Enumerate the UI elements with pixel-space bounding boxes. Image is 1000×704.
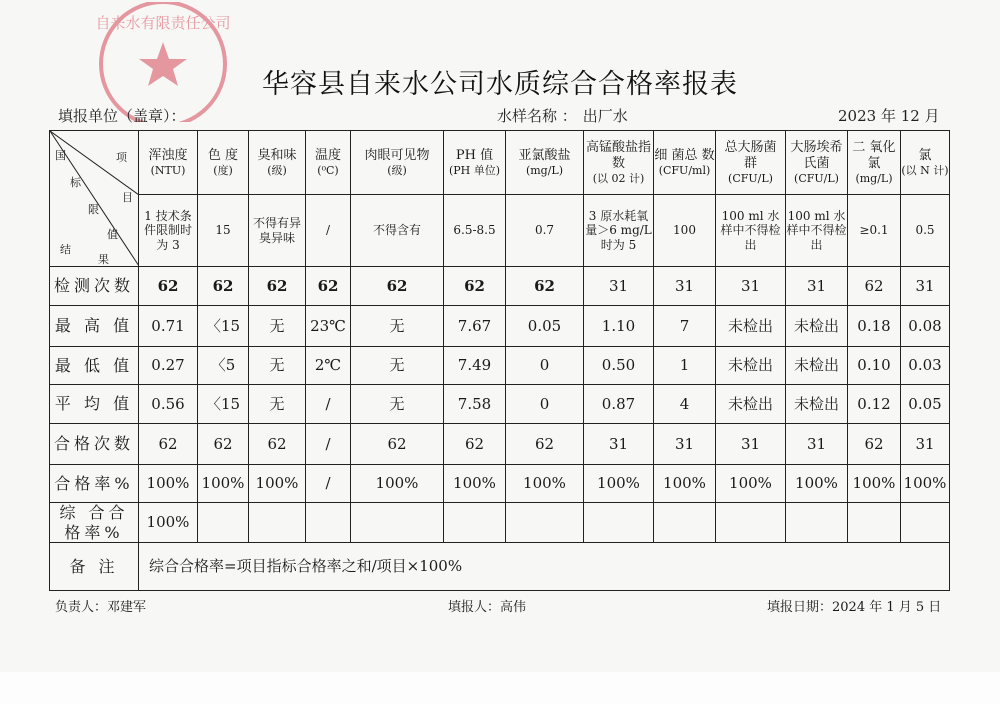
- data-cell: /: [306, 385, 351, 424]
- data-cell: 100%: [351, 465, 444, 503]
- data-cell: 100%: [901, 465, 950, 503]
- data-cell: 无: [351, 306, 444, 347]
- data-cell: 未检出: [786, 385, 848, 424]
- standard-limit-cell: 3 原水耗氧量＞6 mg/L 时为 5: [584, 195, 654, 267]
- standard-limit-cell: 15: [198, 195, 249, 267]
- empty-cell: [506, 503, 584, 543]
- column-header-name: 臭和味: [257, 148, 297, 164]
- data-cell: 100%: [786, 465, 848, 503]
- column-header-name: 氯: [918, 148, 932, 164]
- sample-name: [497, 105, 628, 126]
- column-header-name: 亚氯酸盐: [518, 148, 571, 164]
- empty-cell: [584, 503, 654, 543]
- data-cell: 62: [139, 267, 198, 306]
- row-label: 合格次数: [50, 424, 139, 465]
- data-cell: 62: [351, 424, 444, 465]
- corner-result-char: 果: [98, 253, 109, 266]
- data-cell: 7.49: [444, 347, 506, 385]
- data-cell: 1.10: [584, 306, 654, 347]
- data-cell: 0: [506, 347, 584, 385]
- data-cell: 0.10: [848, 347, 901, 385]
- responsible-person: 负责人：邓建军: [55, 600, 147, 615]
- data-cell: 未检出: [786, 347, 848, 385]
- standard-limit-cell: ≥0.1: [848, 195, 901, 267]
- data-cell: 100%: [848, 465, 901, 503]
- data-cell: 100%: [198, 465, 249, 503]
- data-cell: 62: [249, 267, 306, 306]
- standard-limit-cell: 0.5: [901, 195, 950, 267]
- data-cell: 100%: [716, 465, 786, 503]
- empty-cell: [249, 503, 306, 543]
- page-bottom-margin: [0, 672, 1000, 704]
- column-header: [716, 131, 786, 195]
- column-header-unit: (mg/L): [855, 171, 893, 185]
- water-quality-table: [49, 130, 950, 591]
- data-cell: 62: [444, 424, 506, 465]
- standard-limit-row: [50, 195, 950, 267]
- data-cell: 100%: [654, 465, 716, 503]
- data-cell: /: [306, 465, 351, 503]
- column-header-unit: (以 N 计): [901, 163, 949, 177]
- column-header-name: 温度: [314, 148, 341, 164]
- column-header-name: 大肠埃希氏菌: [790, 140, 843, 172]
- data-cell: 62: [506, 424, 584, 465]
- column-header: [654, 131, 716, 195]
- filler-person: 填报人：高伟: [448, 600, 527, 615]
- standard-limit-cell: 0.7: [506, 195, 584, 267]
- data-cell: 未检出: [716, 385, 786, 424]
- column-header-unit: (⁰C): [317, 163, 339, 177]
- data-cell: 0.87: [584, 385, 654, 424]
- column-header-unit: (NTU): [150, 163, 186, 177]
- data-row: [50, 306, 950, 347]
- column-header-name: 细 菌总 数: [654, 148, 715, 164]
- corner-item-char: 项: [116, 151, 127, 164]
- corner-indicator-char: 标: [70, 176, 81, 189]
- data-row: [50, 465, 950, 503]
- data-cell: 未检出: [716, 347, 786, 385]
- standard-limit-cell: 100: [654, 195, 716, 267]
- remark-row: [50, 543, 950, 591]
- column-header-name: 肉眼可见物: [364, 148, 430, 164]
- column-header: [901, 131, 950, 195]
- corner-header: [50, 131, 139, 267]
- data-cell: 无: [249, 347, 306, 385]
- data-cell: 100%: [506, 465, 584, 503]
- corner-indicator-char: 国: [55, 149, 66, 162]
- column-header-unit: (mg/L): [525, 163, 564, 177]
- data-cell: 1: [654, 347, 716, 385]
- column-header-unit: (级): [267, 163, 287, 177]
- row-label: 合格率%: [50, 465, 139, 503]
- data-row: [50, 267, 950, 306]
- sample-name-value: 出厂水: [582, 107, 628, 125]
- column-header-name: PH 值: [455, 148, 494, 164]
- column-header-unit: (CFU/ml): [658, 163, 711, 177]
- empty-cell: [306, 503, 351, 543]
- data-cell: 0.50: [584, 347, 654, 385]
- standard-limit-cell: 不得含有: [351, 195, 444, 267]
- column-header-unit: (度): [213, 163, 233, 177]
- data-cell: 0: [506, 385, 584, 424]
- data-cell: 0.08: [901, 306, 950, 347]
- data-cell: 100%: [584, 465, 654, 503]
- data-cell: 23℃: [306, 306, 351, 347]
- data-cell: 31: [786, 267, 848, 306]
- standard-limit-cell: 6.5-8.5: [444, 195, 506, 267]
- corner-indicator-char: 限: [88, 203, 99, 216]
- empty-cell: [901, 503, 950, 543]
- reporting-unit-label: 填报单位（盖章）：: [58, 107, 186, 125]
- data-cell: 0.56: [139, 385, 198, 424]
- data-cell: 0.18: [848, 306, 901, 347]
- data-row: [50, 424, 950, 465]
- column-header: [198, 131, 249, 195]
- row-label: 检测次数: [50, 267, 139, 306]
- reporting-unit: [58, 105, 186, 126]
- column-header-name: 二 氧化 氯: [852, 140, 896, 172]
- empty-cell: [198, 503, 249, 543]
- standard-limit-cell: 1 技术条件限制时为 3: [139, 195, 198, 267]
- data-cell: 无: [351, 385, 444, 424]
- empty-cell: [848, 503, 901, 543]
- data-cell: 62: [848, 267, 901, 306]
- data-cell: 0.05: [506, 306, 584, 347]
- sample-name-label: 水样名称 ：: [497, 107, 577, 125]
- corner-indicator-char: 值: [107, 228, 118, 241]
- corner-item-char: 目: [122, 191, 133, 204]
- svg-text:自来水有限责任公司: 自来水有限责任公司: [95, 14, 231, 32]
- data-cell: 31: [584, 424, 654, 465]
- data-cell: 62: [306, 267, 351, 306]
- data-cell: 31: [901, 267, 950, 306]
- data-cell: 〈15: [198, 385, 249, 424]
- data-cell: 7.67: [444, 306, 506, 347]
- data-cell: 31: [654, 267, 716, 306]
- composite-row: [50, 503, 950, 543]
- data-cell: /: [306, 424, 351, 465]
- column-header: [506, 131, 584, 195]
- data-cell: 4: [654, 385, 716, 424]
- row-label: 平 均 值: [50, 385, 139, 424]
- standard-limit-cell: 不得有异臭异味: [249, 195, 306, 267]
- data-cell: 62: [249, 424, 306, 465]
- data-cell: 100%: [444, 465, 506, 503]
- corner-result-char: 结: [60, 243, 71, 256]
- column-header: [786, 131, 848, 195]
- standard-limit-cell: 100 ml 水样中不得检出: [716, 195, 786, 267]
- data-cell: 2℃: [306, 347, 351, 385]
- remark-label: 备 注: [50, 543, 139, 591]
- column-header-name: 总大肠菌 群: [724, 140, 777, 172]
- data-cell: 31: [654, 424, 716, 465]
- row-label: 最 高 值: [50, 306, 139, 347]
- data-row: [50, 385, 950, 424]
- data-cell: 31: [901, 424, 950, 465]
- column-header: [584, 131, 654, 195]
- empty-cell: [786, 503, 848, 543]
- column-header-unit: (PH 单位): [448, 163, 501, 177]
- data-cell: 0.27: [139, 347, 198, 385]
- data-cell: 0.12: [848, 385, 901, 424]
- data-cell: 31: [716, 424, 786, 465]
- data-cell: 0.05: [901, 385, 950, 424]
- column-header: [444, 131, 506, 195]
- column-header: [306, 131, 351, 195]
- data-cell: 62: [198, 267, 249, 306]
- data-cell: 〈15: [198, 306, 249, 347]
- data-cell: 62: [444, 267, 506, 306]
- data-cell: 100%: [139, 465, 198, 503]
- empty-cell: [654, 503, 716, 543]
- data-row: [50, 347, 950, 385]
- composite-value: 100%: [139, 503, 198, 543]
- data-cell: 0.71: [139, 306, 198, 347]
- data-cell: 62: [198, 424, 249, 465]
- column-header-unit: (级): [387, 163, 407, 177]
- empty-cell: [444, 503, 506, 543]
- column-header-name: 高锰酸盐指数: [585, 140, 651, 172]
- column-header-name: 浑浊度: [148, 148, 188, 164]
- column-header: [848, 131, 901, 195]
- data-cell: 7.58: [444, 385, 506, 424]
- data-cell: 31: [786, 424, 848, 465]
- data-cell: 62: [351, 267, 444, 306]
- remark-text: 综合合格率=项目指标合格率之和/项目×100%: [139, 543, 950, 591]
- column-header: [351, 131, 444, 195]
- fill-date: 填报日期：2024 年 1 月 5 日: [767, 600, 942, 615]
- data-cell: 无: [249, 385, 306, 424]
- data-cell: 62: [139, 424, 198, 465]
- column-header: [139, 131, 198, 195]
- column-header-unit: (CFU/L): [728, 171, 773, 185]
- standard-limit-cell: 100 ml 水样中不得检出: [786, 195, 848, 267]
- report-title: 华容县自来水公司水质综合合格率报表: [262, 69, 738, 100]
- data-cell: 未检出: [716, 306, 786, 347]
- data-cell: 62: [848, 424, 901, 465]
- data-cell: 0.03: [901, 347, 950, 385]
- data-cell: 7: [654, 306, 716, 347]
- data-cell: 无: [351, 347, 444, 385]
- data-cell: 100%: [249, 465, 306, 503]
- column-header-unit: (以 02 计): [592, 171, 645, 185]
- empty-cell: [351, 503, 444, 543]
- report-period: 2023 年 12 月: [838, 107, 940, 125]
- row-label: 最 低 值: [50, 347, 139, 385]
- standard-limit-cell: /: [306, 195, 351, 267]
- data-cell: 未检出: [786, 306, 848, 347]
- empty-cell: [716, 503, 786, 543]
- data-cell: 〈5: [198, 347, 249, 385]
- data-cell: 62: [506, 267, 584, 306]
- column-header-unit: (CFU/L): [794, 171, 839, 185]
- column-header: [249, 131, 306, 195]
- composite-label: 综 合合格率%: [50, 503, 139, 543]
- data-cell: 31: [584, 267, 654, 306]
- data-cell: 31: [716, 267, 786, 306]
- column-header-name: 色 度: [207, 148, 239, 164]
- header-row: [50, 131, 950, 195]
- data-cell: 无: [249, 306, 306, 347]
